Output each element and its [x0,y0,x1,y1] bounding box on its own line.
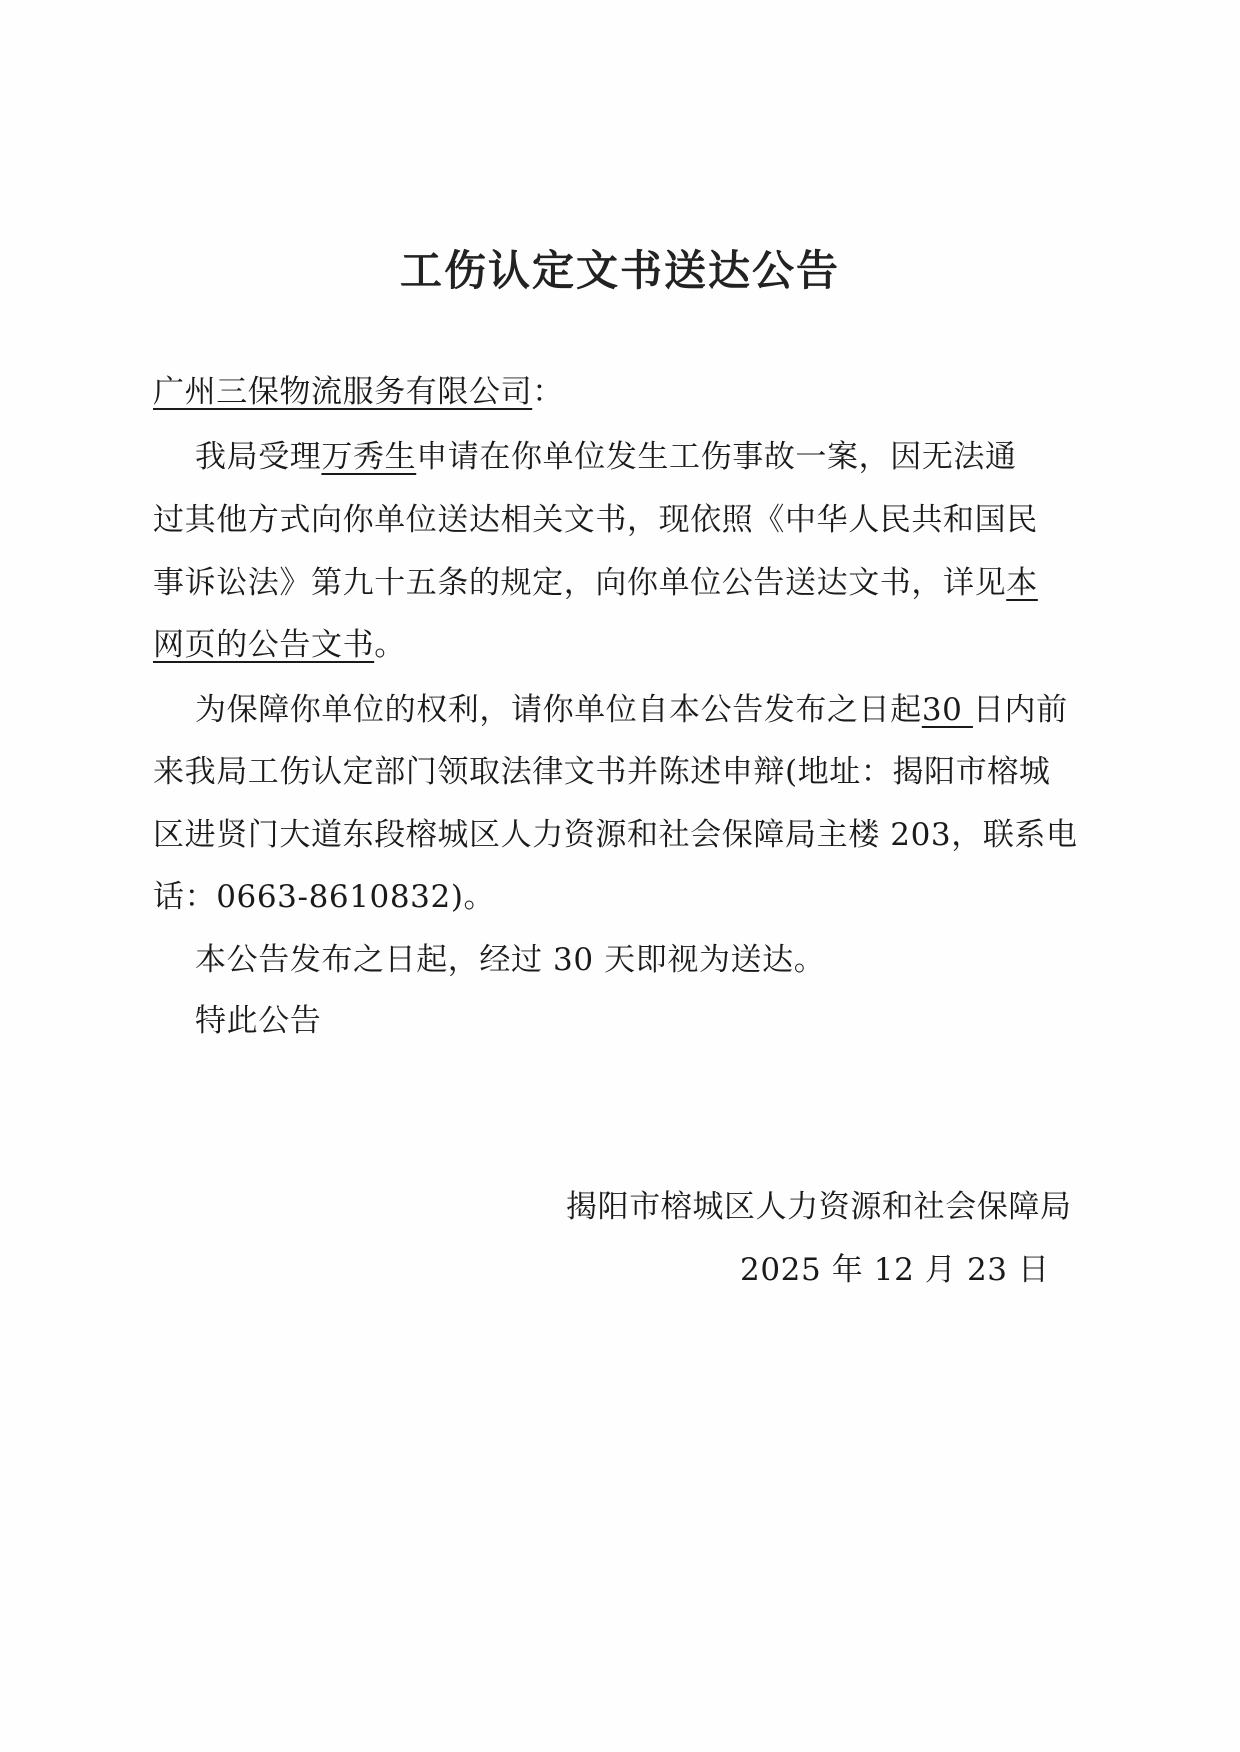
paragraph2-line3: 区进贤门大道东段榕城区人力资源和社会保障局主楼 203，联系电 [153,817,1078,853]
addressee-company: 广州三保物流服务有限公司 [153,374,533,410]
paragraph3: 本公告发布之日起，经过 30 天即视为送达。 [195,942,826,978]
document-title: 工伤认定文书送达公告 [399,246,840,295]
closing-text: 特此公告 [195,1003,322,1039]
paragraph1-line3: 事诉讼法》第九十五条的规定，向你单位公告送达文书，详见本 [153,565,1038,601]
paragraph1-line1: 我局受理万秀生申请在你单位发生工伤事故一案，因无法通 [195,439,1017,475]
issue-date: 2025 年 12 月 23 日 [740,1252,1050,1288]
applicant-name: 万秀生 [321,439,417,475]
deadline-days: 30 [921,692,973,728]
notice-document-link[interactable]: 网页的公告文书 [153,627,375,663]
issuer-name: 揭阳市榕城区人力资源和社会保障局 [566,1189,1072,1225]
paragraph1-line2: 过其他方式向你单位送达相关文书，现依照《中华人民共和国民 [153,502,1038,538]
paragraph2-line1: 为保障你单位的权利，请你单位自本公告发布之日起30 日内前 [195,692,1068,728]
notice-document-link-part1[interactable]: 本 [1006,565,1038,601]
addressee-line: 广州三保物流服务有限公司： [153,374,564,410]
paragraph2-line2: 来我局工伤认定部门领取法律文书并陈述申辩(地址：揭阳市榕城 [153,754,1051,790]
paragraph1-line4: 网页的公告文书。 [153,627,406,663]
paragraph2-line4: 话：0663-8610832)。 [153,879,496,915]
